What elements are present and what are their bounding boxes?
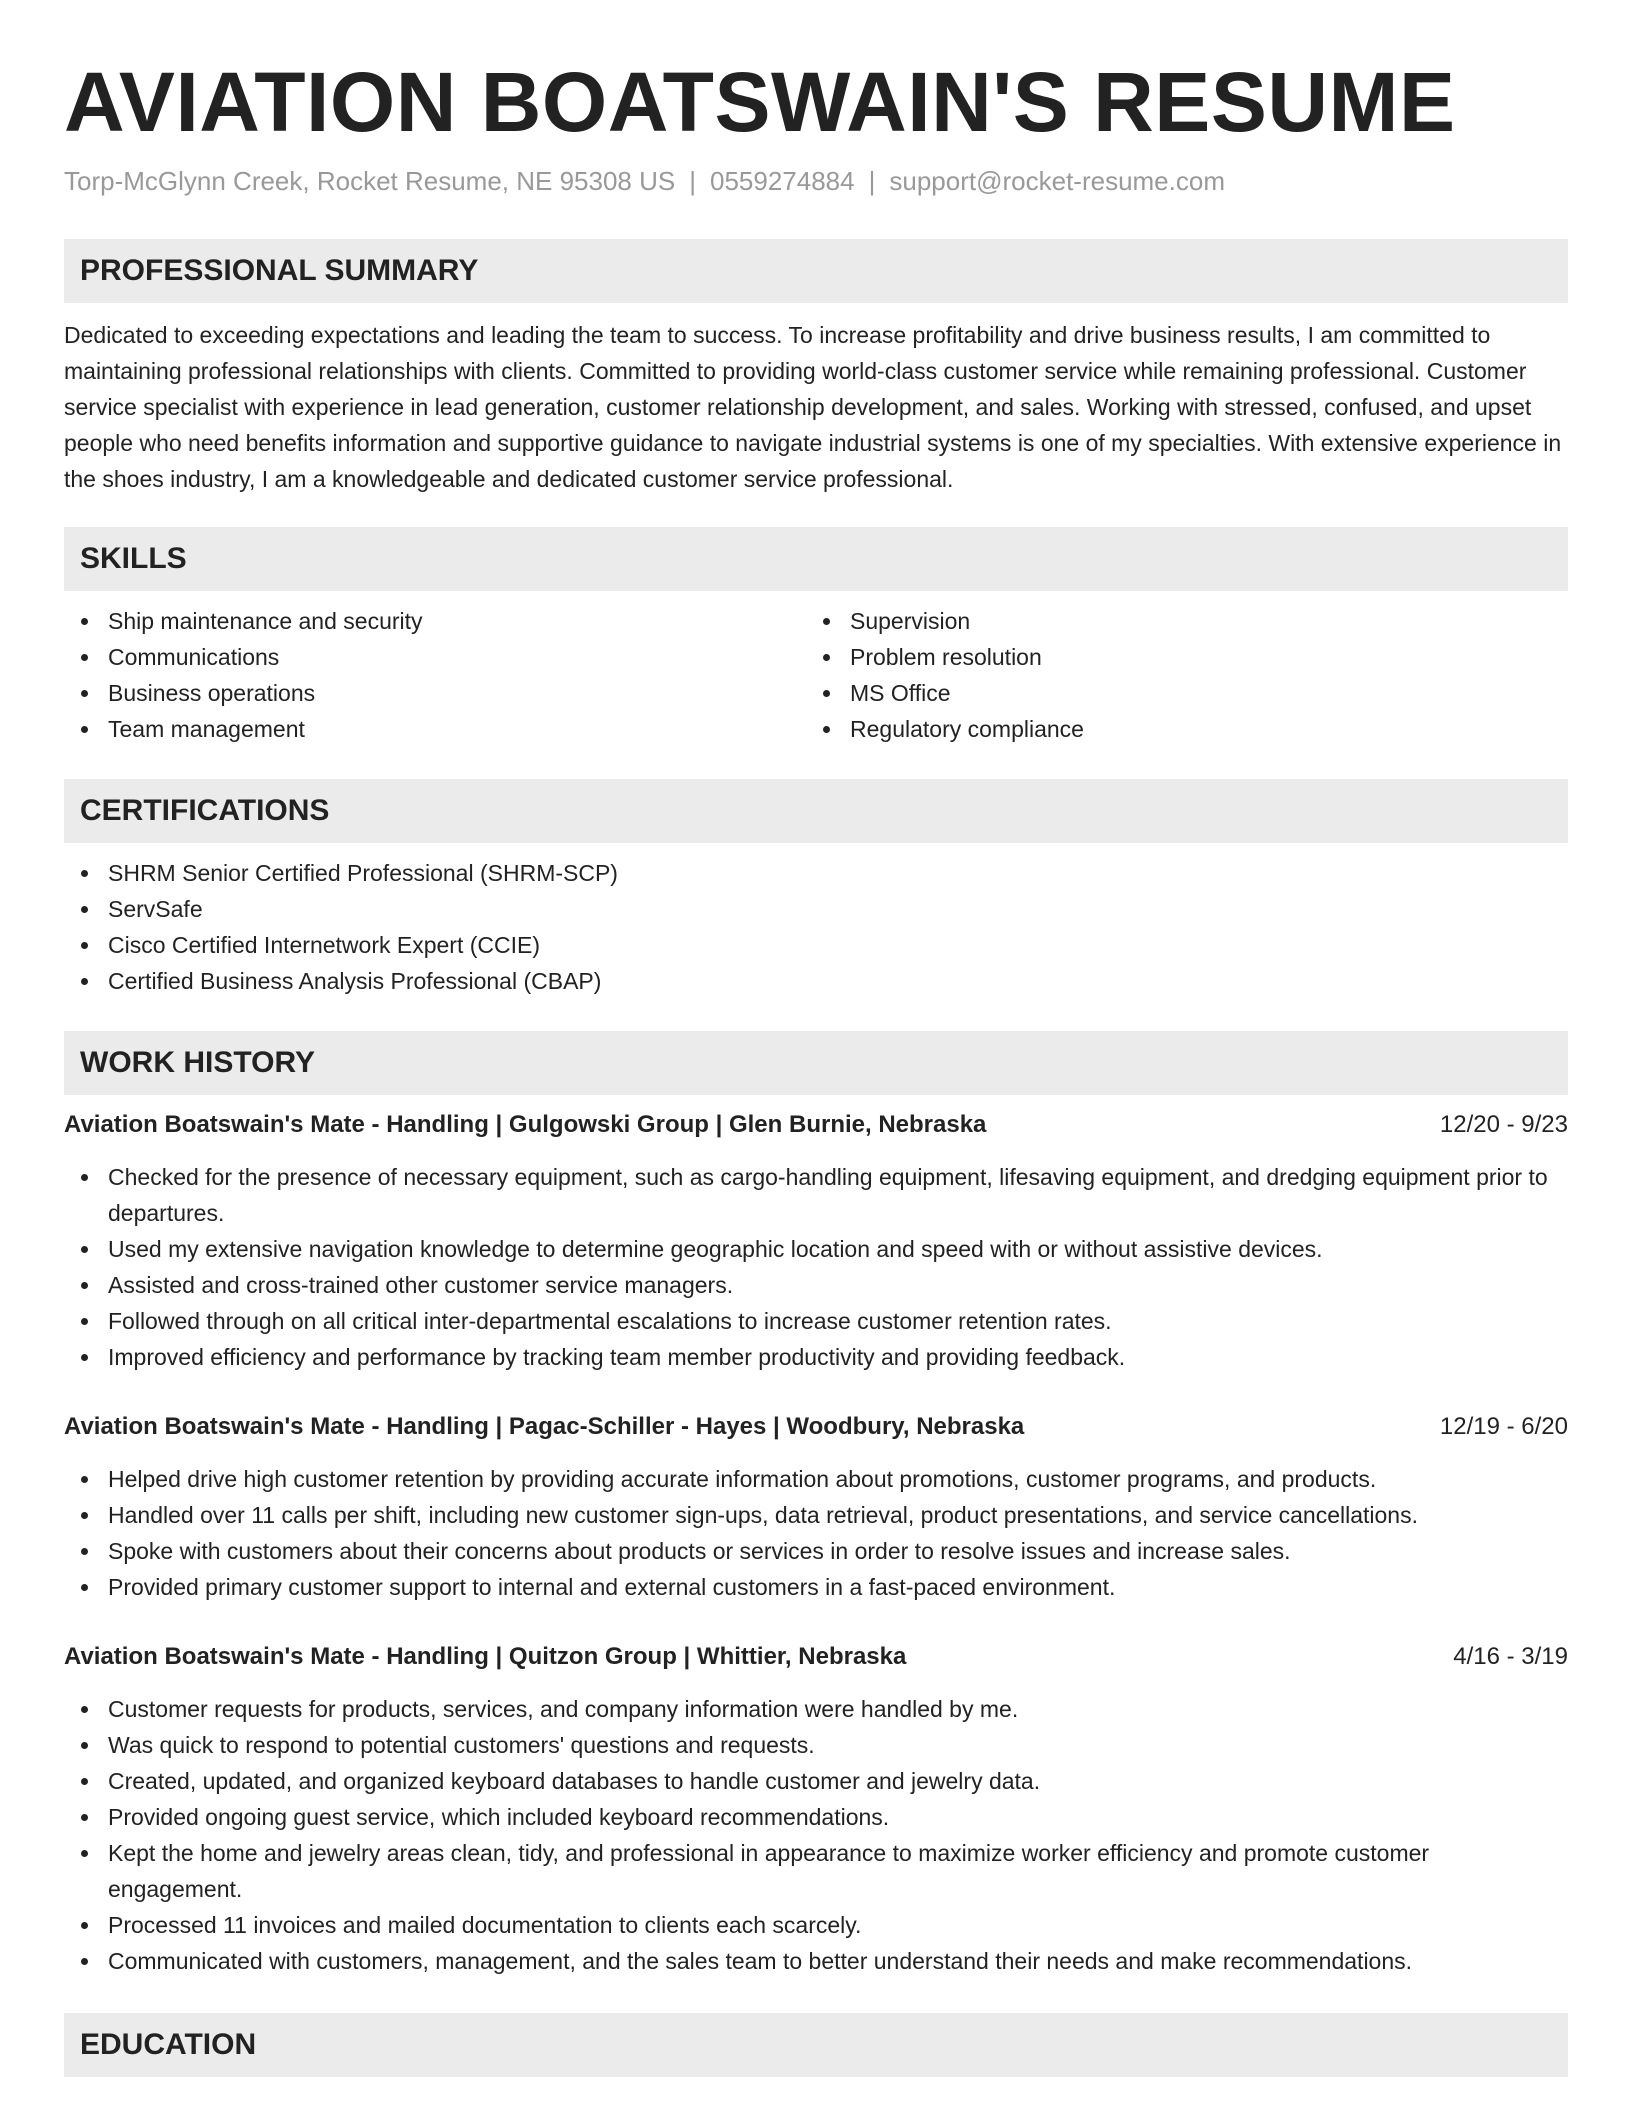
section-header-education: EDUCATION [64, 2013, 1568, 2077]
job-bullets [64, 1461, 1568, 1605]
job-title: Aviation Boatswain's Mate - Handling | Pagac-Schiller - Hayes | Woodbury, Nebraska [64, 1413, 1025, 1440]
job-header [64, 1409, 1568, 1445]
skill-item: Supervision [806, 603, 1548, 639]
job-bullet: Checked for the presence of necessary equipment, such as cargo-handling equipment, lifesaving equipment, and dredging equipment prior to departures. [64, 1159, 1568, 1231]
job-entry [64, 1409, 1568, 1605]
job-entry [64, 1107, 1568, 1375]
job-bullet: Used my extensive navigation knowledge to determine geographic location and speed with or without assistive devices. [64, 1231, 1568, 1267]
section-header-work-history: WORK HISTORY [64, 1031, 1568, 1095]
job-bullet: Followed through on all critical inter-departmental escalations to increase customer retention rates. [64, 1303, 1568, 1339]
skill-item: Business operations [64, 675, 806, 711]
contact-address: Torp-McGlynn Creek, Rocket Resume, NE 95308 US [64, 166, 676, 196]
section-header-skills: SKILLS [64, 527, 1568, 591]
contact-line [64, 164, 1568, 198]
job-bullet: Improved efficiency and performance by tracking team member productivity and providing feedback. [64, 1339, 1568, 1375]
resume-title: AVIATION BOATSWAIN'S RESUME [64, 55, 1456, 149]
job-bullet: Kept the home and jewelry areas clean, tidy, and professional in appearance to maximize worker efficiency and promote customer engagement. [64, 1835, 1568, 1907]
skill-item: Communications [64, 639, 806, 675]
job-title: Aviation Boatswain's Mate - Handling | Gulgowski Group | Glen Burnie, Nebraska [64, 1111, 987, 1138]
job-bullet: Communicated with customers, management, and the sales team to better understand their needs and make recommendations. [64, 1943, 1568, 1979]
job-dates: 4/16 - 3/19 [1453, 1643, 1568, 1670]
job-entry [64, 1639, 1568, 1979]
certifications-list [64, 855, 1568, 999]
job-bullet: Helped drive high customer retention by providing accurate information about promotions, customer programs, and products. [64, 1461, 1568, 1497]
skill-item: Ship maintenance and security [64, 603, 806, 639]
job-bullets [64, 1691, 1568, 1979]
section-header-summary: PROFESSIONAL SUMMARY [64, 239, 1568, 303]
summary-text: Dedicated to exceeding expectations and leading the team to success. To increase profitability and drive business results, I am committed to maintaining professional relationships with clients. Committed to providing world-class customer service while remaining professional. Customer service specialist with experience in lead generation, customer relationship development, and sales. Working with stressed, confused, and upset people who need benefits information and supportive guidance to navigate industrial systems is one of my specialties. With extensive experience in the shoes industry, I am a knowledgeable and dedicated customer service professional. [64, 322, 1562, 492]
skill-item: Team management [64, 711, 806, 747]
skills-list-right [806, 603, 1548, 747]
certification-item: SHRM Senior Certified Professional (SHRM-SCP) [64, 855, 1568, 891]
job-bullet: Customer requests for products, services, and company information were handled by me. [64, 1691, 1568, 1727]
skill-item: MS Office [806, 675, 1548, 711]
contact-separator: | [689, 166, 696, 196]
certification-item: Cisco Certified Internetwork Expert (CCIE) [64, 927, 1568, 963]
job-bullet: Assisted and cross-trained other customer service managers. [64, 1267, 1568, 1303]
job-bullet: Handled over 11 calls per shift, including new customer sign-ups, data retrieval, product presentations, and service cancellations. [64, 1497, 1568, 1533]
job-header [64, 1639, 1568, 1675]
section-header-certifications: CERTIFICATIONS [64, 779, 1568, 843]
certification-item: ServSafe [64, 891, 1568, 927]
job-dates: 12/19 - 6/20 [1439, 1413, 1568, 1440]
job-dates: 12/20 - 9/23 [1439, 1111, 1568, 1138]
contact-phone: 0559274884 [710, 166, 855, 196]
contact-email: support@rocket-resume.com [889, 166, 1225, 196]
resume-page [64, 0, 1568, 2077]
job-bullet: Provided ongoing guest service, which included keyboard recommendations. [64, 1799, 1568, 1835]
contact-separator: | [868, 166, 876, 196]
job-title: Aviation Boatswain's Mate - Handling | Quitzon Group | Whittier, Nebraska [64, 1643, 907, 1670]
job-bullet: Provided primary customer support to internal and external customers in a fast-paced environment. [64, 1569, 1568, 1605]
skills-grid [64, 603, 1568, 747]
job-bullet: Spoke with customers about their concerns about products or services in order to resolve issues and increase sales. [64, 1533, 1568, 1569]
job-header [64, 1107, 1568, 1143]
job-bullets [64, 1159, 1568, 1375]
skill-item: Regulatory compliance [806, 711, 1548, 747]
job-bullet: Was quick to respond to potential customers' questions and requests. [64, 1727, 1568, 1763]
skills-list-left [64, 603, 806, 747]
certification-item: Certified Business Analysis Professional (CBAP) [64, 963, 1568, 999]
job-bullet: Created, updated, and organized keyboard databases to handle customer and jewelry data. [64, 1763, 1568, 1799]
job-bullet: Processed 11 invoices and mailed documentation to clients each scarcely. [64, 1907, 1568, 1943]
skill-item: Problem resolution [806, 639, 1548, 675]
